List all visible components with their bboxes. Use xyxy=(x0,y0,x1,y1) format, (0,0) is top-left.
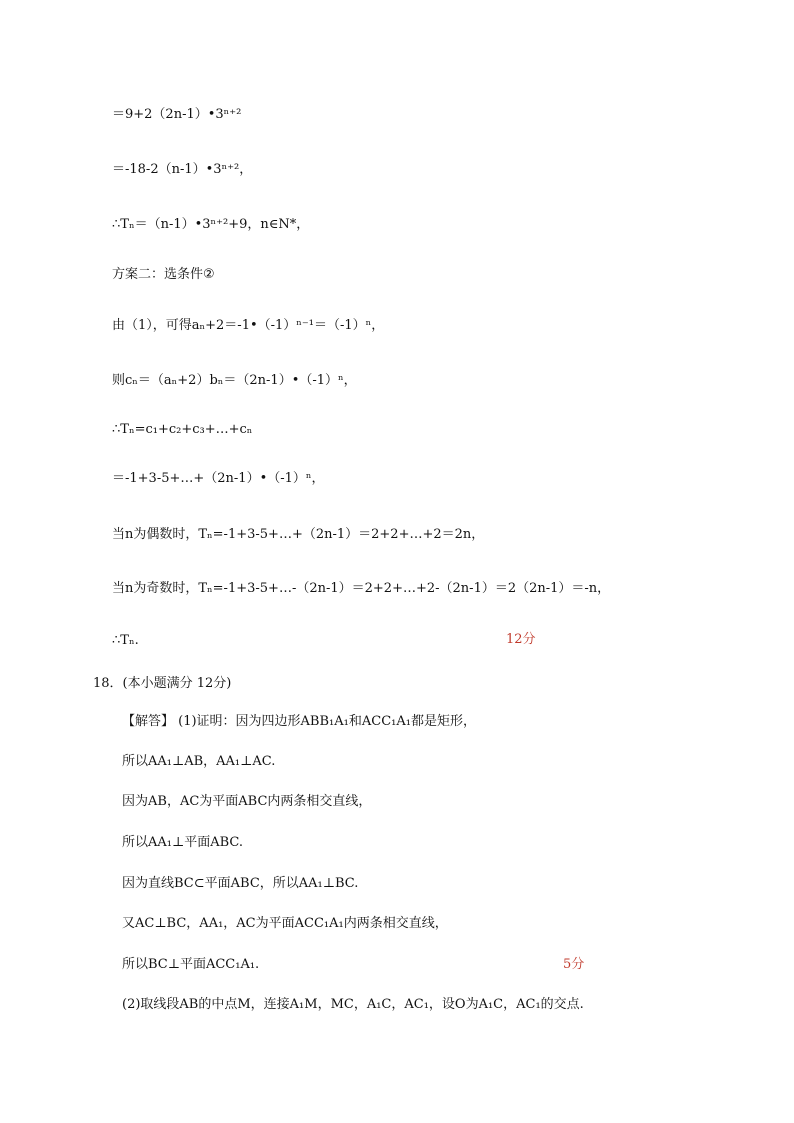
score-badge-12: 12分 xyxy=(506,632,536,647)
text-line-9: 当n为偶数时，Tₙ=-1+3-5+…+（2n-1）＝2+2+…+2＝2n， xyxy=(112,527,485,542)
question-heading-18: 18．(本小题满分 12分) xyxy=(93,676,232,691)
text-line-16: 因为直线BC⊂平面ABC，所以AA₁⊥BC. xyxy=(122,876,359,891)
text-line-18: 所以BC⊥平面ACC₁A₁. xyxy=(122,957,260,972)
text-line-12: 【解答】 (1)证明：因为四边形ABB₁A₁和ACC₁A₁都是矩形， xyxy=(122,714,476,729)
score-badge-5: 5分 xyxy=(563,957,585,972)
text-line-11: ∴Tₙ. xyxy=(112,633,139,648)
text-line-13: 所以AA₁⊥AB，AA₁⊥AC. xyxy=(122,754,276,769)
text-line-1: ＝9+2（2n-1）•3ⁿ⁺² xyxy=(112,107,242,122)
text-line-10: 当n为奇数时，Tₙ=-1+3-5+…-（2n-1）＝2+2+…+2-（2n-1）＝2（2n-1）＝-n， xyxy=(112,581,611,596)
text-line-17: 又AC⊥BC，AA₁，AC为平面ACC₁A₁内两条相交直线， xyxy=(122,916,448,931)
text-line-19: (2)取线段AB的中点M，连接A₁M，MC，A₁C，AC₁，设O为A₁C，AC₁的交点. xyxy=(122,997,584,1012)
text-line-7: ∴Tₙ=c₁+c₂+c₃+…+cₙ xyxy=(112,422,253,437)
text-line-4: 方案二：选条件② xyxy=(112,267,215,282)
text-line-2: ＝-18-2（n-1）•3ⁿ⁺²， xyxy=(112,162,253,177)
text-line-5: 由（1），可得aₙ+2＝-1•（-1）ⁿ⁻¹＝（-1）ⁿ， xyxy=(112,318,385,333)
text-line-14: 因为AB，AC为平面ABC内两条相交直线， xyxy=(122,794,372,809)
text-line-6: 则cₙ＝（aₙ+2）bₙ＝（2n-1）•（-1）ⁿ， xyxy=(112,373,357,388)
text-line-3: ∴Tₙ＝（n-1）•3ⁿ⁺²+9，n∈N*， xyxy=(112,217,310,232)
text-line-15: 所以AA₁⊥平面ABC. xyxy=(122,835,244,850)
text-line-8: ＝-1+3-5+…+（2n-1）•（-1）ⁿ， xyxy=(112,471,325,486)
